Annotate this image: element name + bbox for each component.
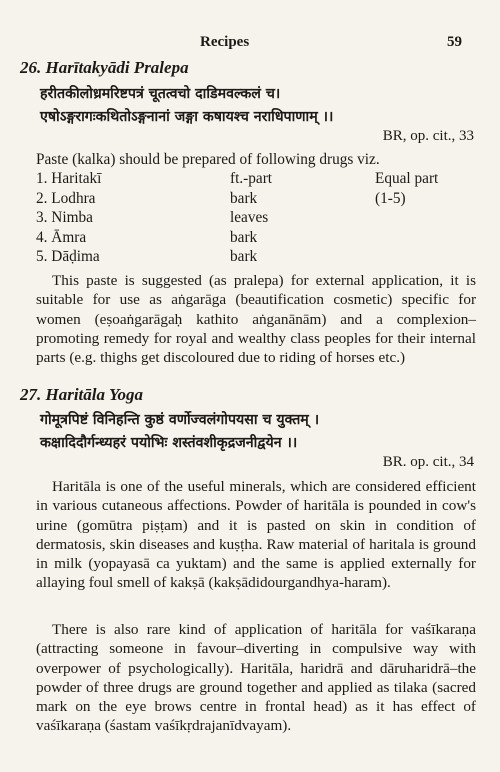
- body-paragraph: [36, 477, 476, 593]
- body-paragraph: [36, 271, 476, 367]
- drug-list-intro: Paste (kalka) should be prepared of following drugs viz.: [36, 151, 380, 168]
- sanskrit-verse-line: कक्षादिदौर्गन्ध्यहरं पयोभिः शस्तंवशीकृद्रजनीद्वयेन ।।: [40, 435, 298, 451]
- table-row: [36, 170, 476, 190]
- drug-quantity: [375, 209, 476, 229]
- drug-name: 2. Lodhra: [36, 189, 96, 207]
- sanskrit-verse-line: एषोऽङ्गरागःकथितोऽङ्गनानां जङ्गा कषायश्च नराधिपाणाम् ।।: [40, 109, 334, 125]
- drug-table: [36, 170, 476, 268]
- drug-quantity: Equal part: [375, 170, 439, 187]
- sanskrit-verse-line: गोमूत्रपिष्टं विनिहन्ति कुष्ठं वर्णोज्वलंगोपयसा च युक्तम् ।: [40, 412, 320, 428]
- table-row: [36, 229, 476, 249]
- drug-quantity: (1-5): [375, 189, 406, 207]
- drug-name: 1. Haritakī: [36, 170, 102, 187]
- verse-reference: BR. op. cit., 34: [382, 454, 474, 470]
- section-heading-27: 27. Haritāla Yoga: [20, 385, 143, 404]
- drug-part: bark: [230, 248, 258, 265]
- paragraph-text: Haritāla is one of the useful minerals, which are considered efficient in various cutaneous affections. Powder of haritāla is pounded in cow's urine (gomūtra piṣṭam) and it is pasted on skin in condition of dermatosis, skin diseases and kuṣṭha. Raw material of haritala is ground in milk (yopayasā ca yuktam) and the same is applied externally for allaying foul smell of kakṣā (kakṣādidourgandhya-haram).: [36, 478, 476, 592]
- drug-quantity: [375, 229, 476, 249]
- table-row: [36, 209, 476, 229]
- drug-name: 4. Āmra: [36, 228, 87, 246]
- drug-part: bark: [230, 228, 258, 246]
- drug-part: ft.-part: [230, 170, 273, 187]
- drug-name: 5. Dāḍima: [36, 248, 100, 265]
- body-paragraph: [36, 620, 476, 736]
- running-head-title: Recipes: [200, 34, 250, 50]
- drug-quantity: [375, 248, 476, 268]
- sanskrit-verse-line: हरीतकीलोध्रमरिष्टपत्रं चूतत्वचो दाडिमवल्कलं च।: [40, 86, 281, 102]
- paragraph-text: This paste is suggested (as pralepa) for external application, it is suitable for use as aṅgarāga (beautification cosmetic) specific for women (eṣoaṅgarāgaḥ kathito aṅganānām) and a complexion–promoting remedy for royal and wealthy class peoples for their internal parts (e.g. thighs get discoloured due to riding of horses etc.): [36, 272, 476, 367]
- page-number: 59: [447, 34, 462, 50]
- paragraph-text: There is also rare kind of application of haritāla for vaśīkaraṇa (attracting someone in favour–diverting in compulsive way with overpower of psychologically). Haritāla, haridrā and dāruharidrā–the powder of three drugs are ground together and applied as tilaka (sacred mark on the eye brows centre in frontal head) as it has effect of vaśīkaraṇa (śastam vaśīkṛdrajanīdvayam).: [36, 621, 476, 735]
- table-row: [36, 248, 476, 268]
- drug-part: leaves: [230, 209, 269, 226]
- drug-name: 3. Nimba: [36, 209, 93, 226]
- section-heading-26: 26. Harītakyādi Pralepa: [20, 58, 189, 77]
- table-row: [36, 190, 476, 210]
- verse-reference: BR, op. cit., 33: [382, 128, 474, 144]
- drug-part: bark: [230, 189, 258, 207]
